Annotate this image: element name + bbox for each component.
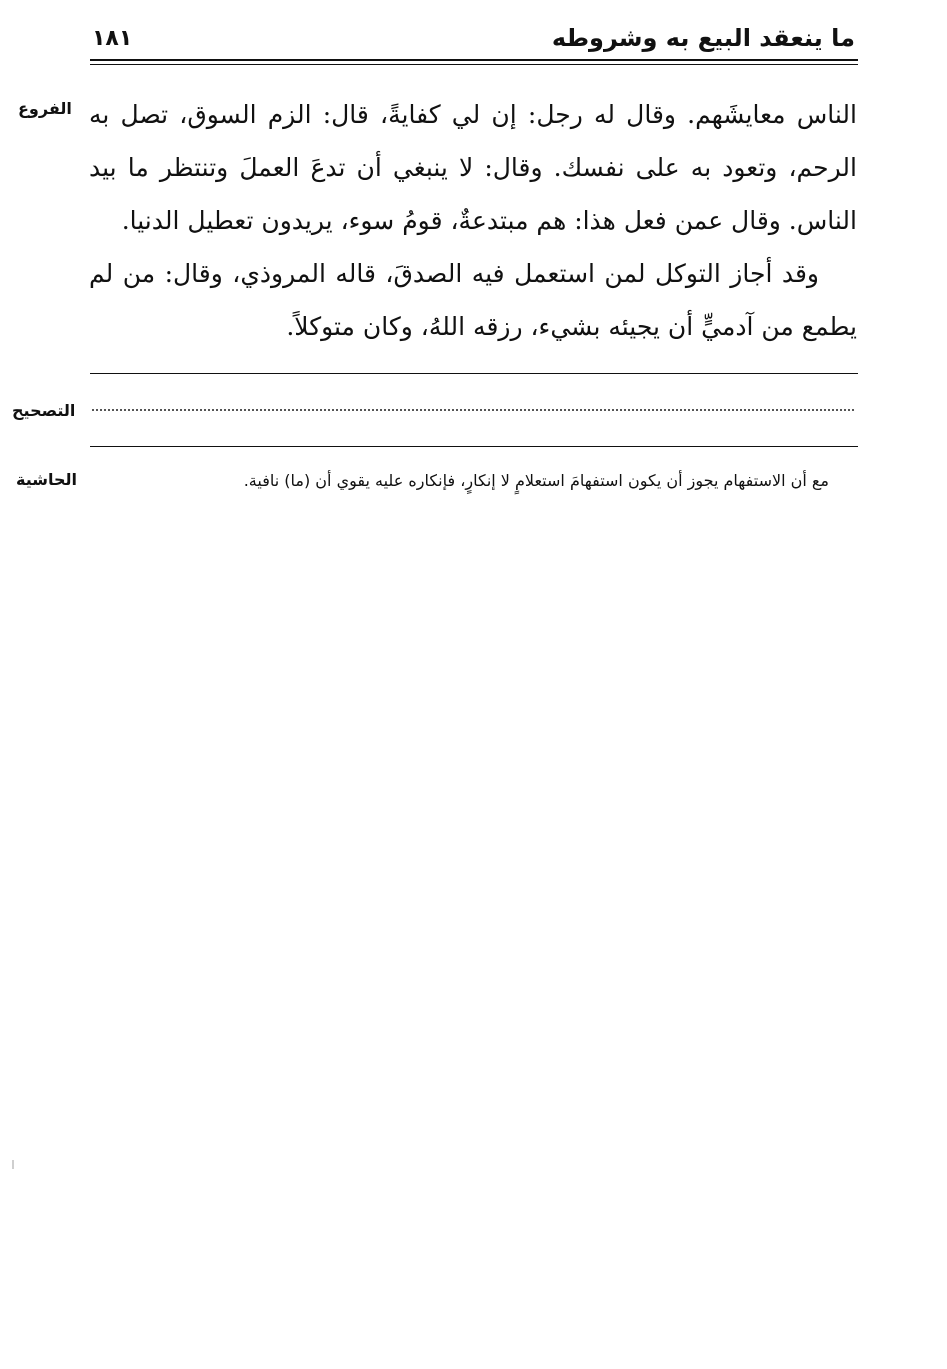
header-rule-thick [90,59,858,61]
section-label-tashih: التصحيح [12,401,76,420]
tashih-dotted-line [92,409,854,411]
section-label-furu: الفروع [18,99,72,118]
section-divider-bottom [90,446,858,447]
running-header-title: ما ينعقد البيع به وشروطه [551,24,855,52]
section-divider-top [90,373,858,374]
hashiya-footnote-text: مع أن الاستفهام يجوز أن يكون استفهامَ استعلامٍ لا إنكارٍ، فإنكاره عليه يقوي أن (ما) نافية. [243,471,829,490]
main-body-text [89,88,857,353]
scan-artifact [12,1160,14,1169]
header-rule-thin [90,64,858,65]
page-number: ١٨١ [92,26,133,51]
body-paragraph-2: وقد أجاز التوكل لمن استعمل فيه الصدقَ، قاله المروذي، وقال: من لم يطمع من آدميٍّ أن يجيئه بشيء، رزقه اللهُ، وكان متوكلاً. [89,259,857,341]
section-label-hashiya: الحاشية [16,470,77,489]
body-paragraph-1: الناس معايشَهم. وقال له رجل: إن لي كفايةً، قال: الزم السوق، تصل به الرحم، وتعود به على نفسك. وقال: لا ينبغي أن تدعَ العملَ وتنتظر ما بيد الناس. وقال عمن فعل هذا: هم مبتدعةٌ، قومُ سوء، يريدون تعطيل الدنيا. [89,100,857,235]
